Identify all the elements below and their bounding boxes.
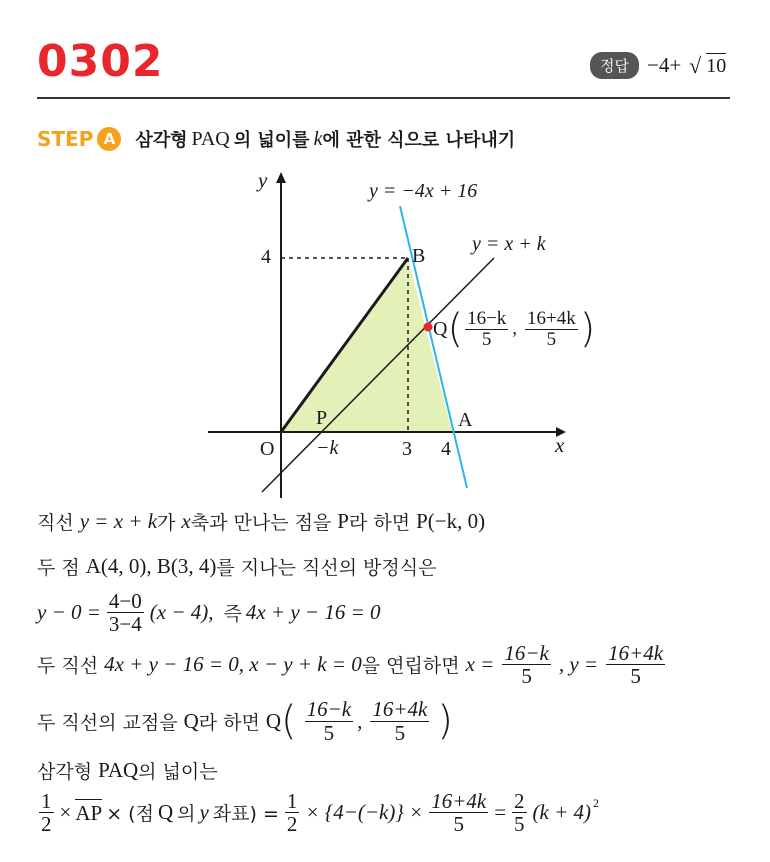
slope-fraction: $\frac{4-0}{3-4}$ bbox=[108, 589, 142, 637]
solution-line-2: 두 점 A(4, 0), B(3, 4) 를 지나는 직선의 방정식은 bbox=[37, 554, 437, 579]
answer-radicand: 10 bbox=[706, 55, 727, 77]
point-q-label: Q bbox=[433, 317, 448, 340]
y-solution-fraction: $\frac{16+4k}{5}$ bbox=[608, 641, 664, 689]
solution-line-1: 직선 y = x + k 가 x 축과 만나는 점을 P 라 하면 P(−k, 0) bbox=[37, 509, 486, 534]
step-title-a: 삼각형 bbox=[135, 130, 188, 151]
tick-neg-k: −k bbox=[316, 437, 339, 459]
origin-label: O bbox=[260, 438, 275, 460]
tick-x3: 3 bbox=[402, 438, 412, 460]
point-b-label: B bbox=[412, 245, 426, 267]
tick-y4: 4 bbox=[261, 246, 271, 268]
solution-line-4: 두 직선 4x + y − 16 = 0, x − y + k = 0 을 연립하면 x = $\frac{16-k}{5}$ , y = $\frac{16+4k}{5}$ bbox=[37, 641, 664, 689]
step-letter-badge: A bbox=[97, 127, 121, 151]
solution-line-3: y − 0 = $\frac{4-0}{3-4}$ (x − 4), 즉 4x + y − 16 = 0 bbox=[37, 589, 381, 637]
problem-number: 0302 bbox=[37, 36, 164, 87]
point-a-label: A bbox=[458, 409, 473, 431]
solution-line-7: $\frac{1}{2}$ × AP × (점 Q 의 y 좌표) = $\frac{1}{2}$ × {4−(−k)} × $\frac{16+4k}{5}$ = $\frac{2}{5}$ (k + 4) 2 bbox=[41, 789, 600, 837]
line2-label: y = x + k bbox=[472, 233, 546, 255]
y-axis-label: y bbox=[258, 168, 268, 192]
x-solution-fraction: $\frac{16-k}{5}$ bbox=[504, 641, 549, 689]
point-p-label: P bbox=[316, 407, 328, 429]
step-title-d: 에 관한 식으로 나타내기 bbox=[322, 130, 516, 151]
answer-badge: 정답 bbox=[590, 52, 639, 79]
q-frac-2: $\frac{16+4k}{5}$ bbox=[527, 307, 576, 350]
point-q-marker bbox=[424, 323, 433, 332]
q-frac-1: $\frac{16-k}{5}$ bbox=[467, 307, 507, 350]
step-label: STEP bbox=[37, 127, 94, 151]
point-q-coordinates: Q ( $\frac{16-k}{5}$ , $\frac{16+4k}{5}$ ) bbox=[433, 306, 596, 352]
solution-line-6: 삼각형 PAQ 의 넓이는 bbox=[37, 758, 218, 783]
step-title-k: k bbox=[313, 127, 323, 150]
segment-ap: AP bbox=[75, 801, 103, 826]
sqrt-symbol-icon: √ bbox=[689, 52, 702, 78]
y-axis-arrow-icon bbox=[276, 172, 286, 183]
step-title-c: 의 넓이를 bbox=[233, 130, 310, 151]
step-title-b: PAQ bbox=[191, 127, 230, 150]
tick-x4: 4 bbox=[441, 438, 451, 460]
line1-label: y = −4x + 16 bbox=[369, 180, 478, 202]
x-axis-label: x bbox=[555, 433, 565, 457]
answer-prefix: −4+ bbox=[646, 53, 682, 77]
solution-line-5: 두 직선의 교점을 Q 라 하면 Q ( $\frac{16-k}{5}$ , $\frac{16+4k}{5}$ ) bbox=[37, 697, 453, 745]
triangle-fill bbox=[281, 258, 452, 432]
